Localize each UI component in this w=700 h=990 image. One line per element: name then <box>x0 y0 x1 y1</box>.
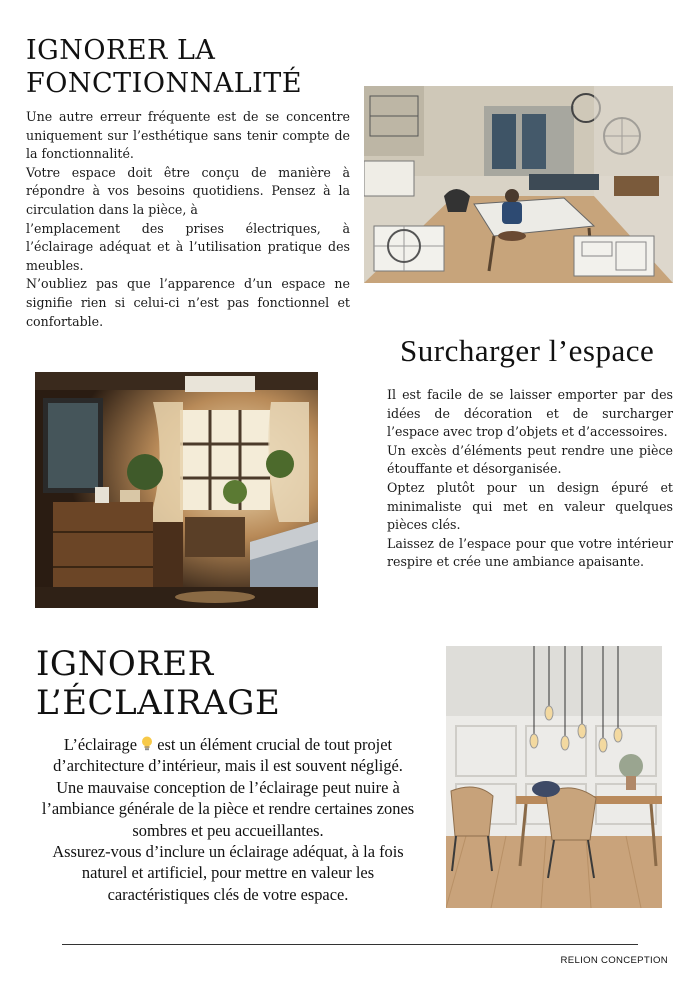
light-bulb-icon <box>141 735 153 750</box>
title-line: IGNORER <box>36 644 214 684</box>
eclairage-word: L’éclairage <box>63 735 138 754</box>
architect-workspace-illustration <box>364 86 673 283</box>
paragraph: Il est facile de se laisser emporter par des idées de décoration et de surcharger l’espace avec trop d’objets et d’accessoires. <box>387 387 673 440</box>
intro-text: est un élément crucial de tout projet d’architecture d’intérieur, mais il est souvent négligé. <box>53 735 403 776</box>
footer-brand: RELION CONCEPTION <box>560 955 668 966</box>
dining-room-lighting-photo <box>446 646 662 908</box>
section-body-fonctionnalite <box>26 108 350 331</box>
paragraph: l’emplacement des prises électriques, à l’éclairage adéquat et à l’utilisation pratique des meubles. <box>26 220 350 273</box>
footer-divider <box>62 944 638 945</box>
section-body-eclairage <box>30 734 426 905</box>
paragraph: Une autre erreur fréquente est de se concentre uniquement sur l’esthétique sans tenir compte de la fonctionnalité. <box>26 109 350 162</box>
paragraph: Optez plutôt pour un design épuré et minimaliste qui met en valeur quelques pièces clés. <box>387 479 673 533</box>
section-title-surcharger: Surcharger l’espace <box>400 333 655 368</box>
paragraph: Laissez de l’espace pour que votre intérieur respire et crée une ambiance apaisante. <box>387 535 673 570</box>
section-title-fonctionnalite <box>26 34 302 100</box>
paragraph <box>30 734 426 777</box>
section-body-surcharger <box>387 386 673 572</box>
cluttered-room-photo <box>35 372 318 608</box>
title-line: FONCTIONNALITÉ <box>26 68 303 99</box>
paragraph: Votre espace doit être conçu de manière à répondre à vos besoins quotidiens. Pensez à la circulation dans la pièce, à <box>26 164 350 217</box>
title-line: L’ÉCLAIRAGE <box>36 683 281 723</box>
paragraph: Assurez-vous d’inclure un éclairage adéquat, à la fois naturel et artificiel, pour mettre en valeur les caractéristiques clés de votre espace. <box>52 842 404 904</box>
paragraph: N’oubliez pas que l’apparence d’un espace ne signifie rien si celui-ci n’est pas fonctionnel et confortable. <box>26 276 350 329</box>
paragraph: Une mauvaise conception de l’éclairage peut nuire à l’ambiance générale de la pièce et rendre certaines zones sombres et peu accueillantes. <box>41 777 415 840</box>
title-line: IGNORER LA <box>26 35 216 66</box>
paragraph: Un excès d’éléments peut rendre une pièce étouffante et désorganisée. <box>387 442 673 477</box>
section-title-eclairage <box>36 645 280 723</box>
